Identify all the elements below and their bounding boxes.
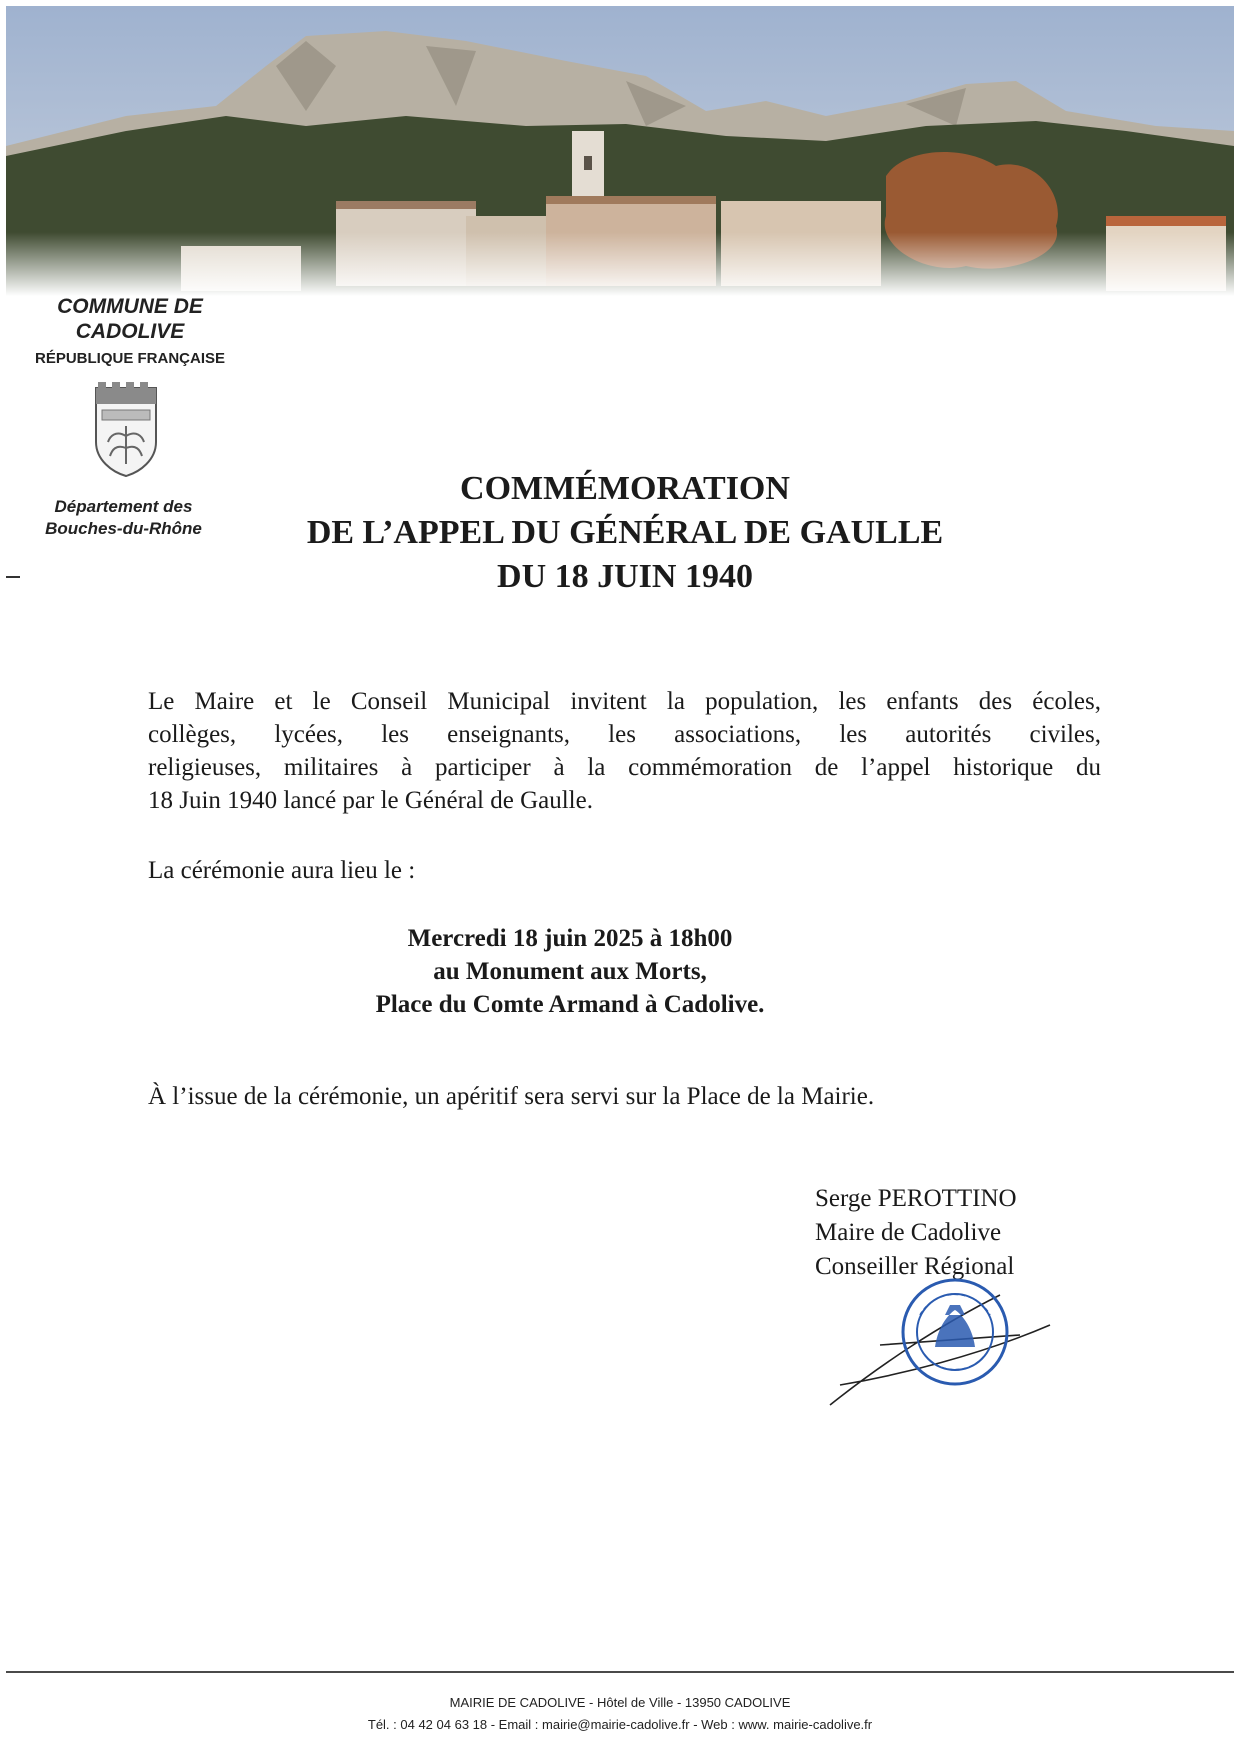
commune-line-2: CADOLIVE bbox=[75, 320, 185, 343]
header-photo-banner bbox=[6, 6, 1234, 296]
footer-contact: Tél. : 04 42 04 63 18 - Email : mairie@mairie-cadolive.fr - Web : www. mairie-cadolive.fr bbox=[367, 1717, 873, 1732]
footer-divider bbox=[6, 1671, 1234, 1673]
invitation-paragraph bbox=[148, 685, 1101, 817]
departement-line-1: Département des bbox=[54, 497, 193, 516]
republique-francaise: RÉPUBLIQUE FRANÇAISE bbox=[34, 350, 225, 367]
signatory-role-councillor: Conseiller Régional bbox=[815, 1253, 1015, 1280]
bottom-fade bbox=[6, 6, 1234, 296]
signatory-role-mayor: Maire de Cadolive bbox=[815, 1219, 1002, 1246]
coat-of-arms-icon bbox=[88, 380, 164, 478]
event-details bbox=[300, 922, 840, 1021]
event-place: au Monument aux Morts, bbox=[433, 958, 707, 985]
paragraph-line: Le Maire et le Conseil Municipal invitent la population, les enfants des écoles, bbox=[148, 688, 1101, 715]
ceremony-intro: La cérémonie aura lieu le : bbox=[148, 857, 416, 884]
departement-line-2: Bouches-du-Rhône bbox=[45, 519, 202, 538]
commune-name bbox=[0, 294, 260, 344]
paragraph-line: collèges, lycées, les enseignants, les associations, les autorités civiles, bbox=[148, 721, 1101, 748]
title-line-1: COMMÉMORATION bbox=[460, 470, 790, 507]
handwritten-signature bbox=[830, 1295, 1050, 1405]
event-address: Place du Comte Armand à Cadolive. bbox=[375, 991, 765, 1018]
event-date: Mercredi 18 juin 2025 à 18h00 bbox=[407, 925, 733, 952]
title-line-3: DU 18 JUIN 1940 bbox=[497, 558, 753, 595]
margin-mark bbox=[6, 576, 20, 578]
departement bbox=[16, 496, 231, 540]
title-line-2: DE L’APPEL DU GÉNÉRAL DE GAULLE bbox=[306, 514, 944, 551]
footer-address: MAIRIE DE CADOLIVE - Hôtel de Ville - 13950 CADOLIVE bbox=[449, 1695, 791, 1710]
official-stamp-and-signature bbox=[820, 1255, 1070, 1425]
paragraph-line: religieuses, militaires à participer à la commémoration de l’appel historique du bbox=[148, 754, 1101, 781]
paragraph-line: 18 Juin 1940 lancé par le Général de Gaulle. bbox=[148, 787, 593, 814]
document-title bbox=[240, 467, 1010, 599]
commune-line-1: COMMUNE DE bbox=[57, 295, 203, 318]
signatory-name: Serge PEROTTINO bbox=[815, 1185, 1017, 1212]
footer bbox=[0, 1692, 1240, 1736]
aperitif-note: À l’issue de la cérémonie, un apéritif sera servi sur la Place de la Mairie. bbox=[148, 1083, 875, 1110]
